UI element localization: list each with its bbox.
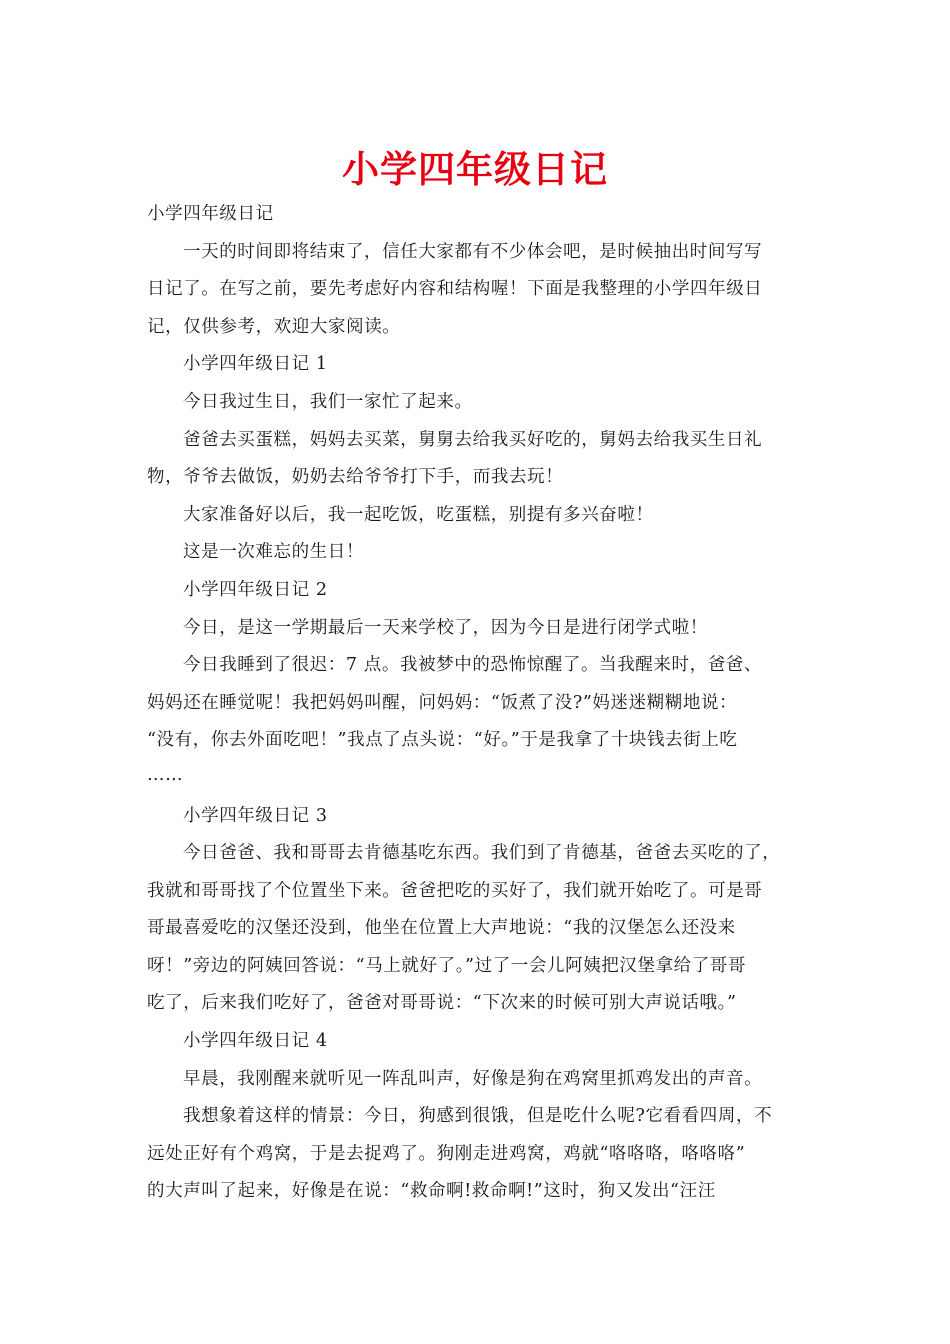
paragraph-lines xyxy=(147,234,807,1211)
text-line: 小学四年级日记 4 xyxy=(183,1031,328,1052)
text-line: 今日我过生日，我们一家忙了起来。 xyxy=(183,391,473,412)
document-body xyxy=(147,196,807,1211)
document-title: 小学四年级日记 xyxy=(342,148,608,191)
text-line: 小学四年级日记 2 xyxy=(183,579,328,600)
text-line: …… xyxy=(147,764,184,785)
text-line: 物，爷爷去做饭，奶奶去给爷爷打下手，而我去玩！ xyxy=(147,467,564,488)
text-line: 小学四年级日记 1 xyxy=(183,354,328,375)
text-line: 爸爸去买蛋糕，妈妈去买菜，舅舅去给我买好吃的，舅妈去给我买生日礼 xyxy=(183,429,763,450)
text-line: 妈妈还在睡觉呢！我把妈妈叫醒，问妈妈：“饭煮了没?”妈迷迷糊糊地说： xyxy=(147,692,738,713)
text-line: 的大声叫了起来，好像是在说：“救命啊!救命啊!”这时，狗又发出“汪汪 xyxy=(147,1181,716,1202)
text-line: 哥最喜爱吃的汉堡还没到，他坐在位置上大声地说：“我的汉堡怎么还没来 xyxy=(147,918,736,939)
text-line: 日记了。在写之前，要先考虑好内容和结构喔！下面是我整理的小学四年级日 xyxy=(147,279,763,300)
text-line: 小学四年级日记 3 xyxy=(183,805,328,826)
text-line: 我想象着这样的情景：今日，狗感到很饿，但是吃什么呢?它看看四周，不 xyxy=(183,1106,773,1127)
text-line: 大家准备好以后，我一起吃饭，吃蛋糕，别提有多兴奋啦！ xyxy=(183,504,654,525)
document-subtitle: 小学四年级日记 xyxy=(147,204,274,224)
text-line: 今日爸爸、我和哥哥去肯德基吃东西。我们到了肯德基，爸爸去买吃的了， xyxy=(183,843,781,864)
text-line: 早晨，我刚醒来就听见一阵乱叫声，好像是狗在鸡窝里抓鸡发出的声音。 xyxy=(183,1068,763,1089)
text-line: “没有，你去外面吃吧！”我点了点头说：“好。”于是我拿了十块钱去街上吃 xyxy=(147,730,738,751)
text-line: 今日，是这一学期最后一天来学校了，因为今日是进行闭学式啦！ xyxy=(183,617,708,638)
text-line: 这是一次难忘的生日！ xyxy=(183,542,364,563)
text-line: 吃了，后来我们吃好了，爸爸对哥哥说：“下次来的时候可别大声说话哦。” xyxy=(147,993,737,1014)
text-line: 呀！”旁边的阿姨回答说：“马上就好了。”过了一会儿阿姨把汉堡拿给了哥哥 xyxy=(147,955,747,976)
text-line: 我就和哥哥找了个位置坐下来。爸爸把吃的买好了，我们就开始吃了。可是哥 xyxy=(147,880,763,901)
text-line: 记，仅供参考，欢迎大家阅读。 xyxy=(147,316,401,337)
text-line: 今日我睡到了很迟：7 点。我被梦中的恐怖惊醒了。当我醒来时，爸爸、 xyxy=(183,655,762,676)
text-line: 一天的时间即将结束了，信任大家都有不少体会吧，是时候抽出时间写写 xyxy=(183,241,763,262)
text-line: 远处正好有个鸡窝，于是去捉鸡了。狗刚走进鸡窝，鸡就“咯咯咯，咯咯咯” xyxy=(147,1143,746,1164)
